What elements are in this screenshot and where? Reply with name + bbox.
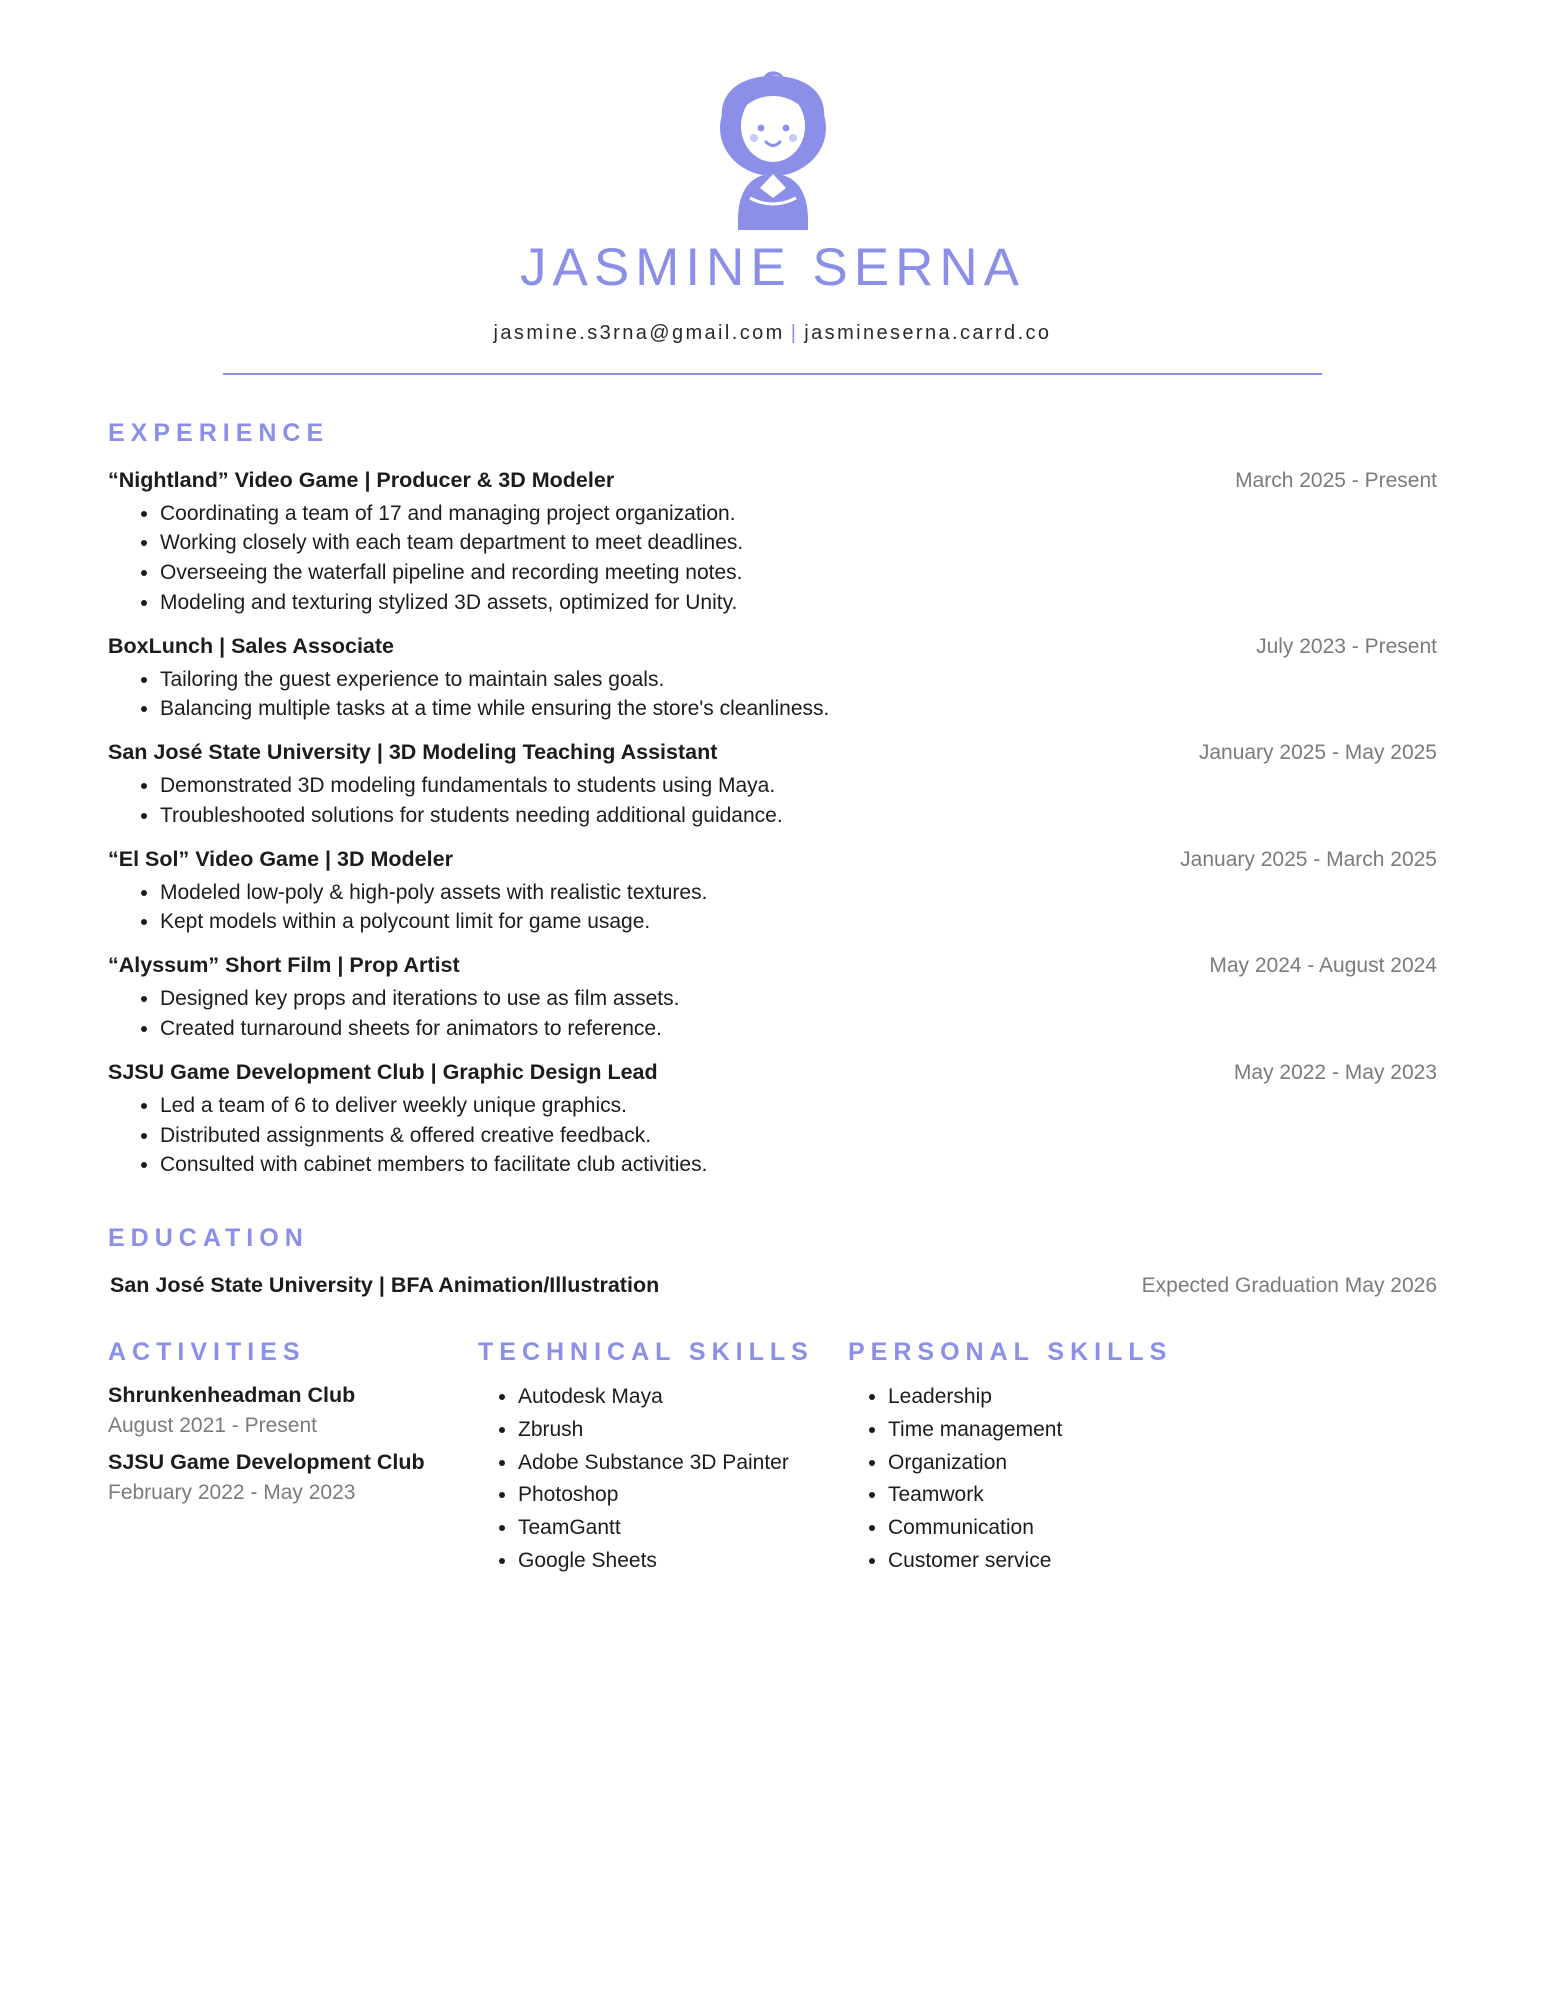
email-text[interactable]: jasmine.s3rna@gmail.com [493, 321, 785, 344]
list-item: • Designed key props and iterations to use as film assets. [160, 985, 1437, 1014]
activities-column [108, 1338, 478, 1580]
avatar [108, 70, 1437, 230]
experience-item-title: BoxLunch | Sales Associate [108, 633, 395, 658]
list-item: • Google Sheets [518, 1547, 848, 1576]
resume-header [108, 70, 1437, 375]
section-title-experience: EXPERIENCE [108, 418, 330, 447]
experience-item-head [108, 847, 1437, 872]
list-item: • Adobe Substance 3D Painter [518, 1449, 848, 1478]
experience-item-title: “El Sol” Video Game | 3D Modeler [108, 846, 453, 871]
list-item: • Modeling and texturing stylized 3D assets, optimized for Unity. [160, 589, 1437, 618]
experience-item-head [108, 634, 1437, 659]
list-item: • Led a team of 6 to deliver weekly unique graphics. [160, 1092, 1437, 1121]
activity-name: SJSU Game Development Club [108, 1450, 425, 1475]
list-item: • Teamwork [888, 1481, 1437, 1510]
list-item: • Photoshop [518, 1481, 848, 1510]
list-item: • Balancing multiple tasks at a time while ensuring the store's cleanliness. [160, 695, 1437, 724]
experience-item-head [108, 740, 1437, 765]
experience-item [108, 1060, 1437, 1180]
list-item: • Distributed assignments & offered creative feedback. [160, 1122, 1437, 1151]
list-item: • Leadership [888, 1383, 1437, 1412]
section-title-education: EDUCATION [108, 1224, 309, 1253]
experience-item-date: May 2024 - August 2024 [1209, 954, 1437, 978]
list-item: • Kept models within a polycount limit for game usage. [160, 908, 1437, 937]
experience-item-date: January 2025 - May 2025 [1198, 741, 1437, 765]
experience-item-date: March 2025 - Present [1235, 468, 1437, 492]
experience-item-date: July 2023 - Present [1256, 634, 1437, 658]
experience-item [108, 468, 1437, 618]
experience-item-bullets [108, 500, 1437, 618]
experience-item-title: San José State University | 3D Modeling Teaching Assistant [108, 740, 718, 765]
education-school: San José State University | BFA Animation/Illustration [110, 1273, 660, 1298]
contact-line [108, 322, 1437, 345]
activity-date: February 2022 - May 2023 [108, 1481, 356, 1505]
list-item: • Coordinating a team of 17 and managing project organization. [160, 500, 1437, 529]
experience-item-head [108, 1060, 1437, 1085]
list-item: • Created turnaround sheets for animators to reference. [160, 1015, 1437, 1044]
experience-item-bullets [108, 666, 1437, 725]
experience-item-bullets [108, 879, 1437, 938]
technical-skills-column [478, 1338, 848, 1580]
list-item: • Autodesk Maya [518, 1383, 848, 1412]
avatar-illustration-icon [698, 70, 848, 230]
experience-item-bullets [108, 985, 1437, 1044]
activity-date: August 2021 - Present [108, 1414, 317, 1438]
experience-item-head [108, 468, 1437, 493]
experience-item-bullets [108, 772, 1437, 831]
experience-item [108, 634, 1437, 725]
experience-item-title: SJSU Game Development Club | Graphic Design Lead [108, 1059, 658, 1084]
experience-item [108, 847, 1437, 938]
list-item: • Overseeing the waterfall pipeline and recording meeting notes. [160, 559, 1437, 588]
list-item: • Troubleshooted solutions for students needing additional guidance. [160, 802, 1437, 831]
bottom-columns [108, 1338, 1437, 1580]
section-title-activities: ACTIVITIES [108, 1338, 306, 1367]
header-divider [223, 373, 1322, 375]
list-item: • Zbrush [518, 1416, 848, 1445]
experience-list [108, 468, 1437, 1180]
section-title-technical-skills: TECHNICAL SKILLS [478, 1338, 814, 1367]
list-item: • Organization [888, 1449, 1437, 1478]
list-item: • Working closely with each team department to meet deadlines. [160, 529, 1437, 558]
list-item: • Consulted with cabinet members to facilitate club activities. [160, 1151, 1437, 1180]
experience-item-title: “Nightland” Video Game | Producer & 3D Modeler [108, 467, 615, 492]
personal-skills-list [848, 1383, 1437, 1576]
experience-item-title: “Alyssum” Short Film | Prop Artist [108, 953, 460, 978]
personal-skills-column [848, 1338, 1437, 1580]
contact-separator: | [790, 321, 799, 344]
experience-item [108, 740, 1437, 831]
section-title-personal-skills: PERSONAL SKILLS [848, 1338, 1173, 1367]
list-item: • TeamGantt [518, 1514, 848, 1543]
list-item: • Customer service [888, 1547, 1437, 1576]
list-item: • Modeled low-poly & high-poly assets with realistic textures. [160, 879, 1437, 908]
list-item: • Demonstrated 3D modeling fundamentals to students using Maya. [160, 772, 1437, 801]
experience-item [108, 953, 1437, 1044]
experience-item-head [108, 953, 1437, 978]
activity-name: Shrunkenheadman Club [108, 1383, 356, 1408]
technical-skills-list [478, 1383, 848, 1576]
experience-item-date: January 2025 - March 2025 [1180, 847, 1437, 871]
list-item: • Tailoring the guest experience to maintain sales goals. [160, 666, 1437, 695]
education-date: Expected Graduation May 2026 [1141, 1274, 1437, 1298]
experience-item-date: May 2022 - May 2023 [1233, 1060, 1437, 1084]
page-title: JASMINE SERNA [519, 238, 1026, 297]
list-item: • Time management [888, 1416, 1437, 1445]
website-link[interactable]: jasmineserna.carrd.co [804, 321, 1052, 344]
education-item [108, 1273, 1437, 1298]
list-item: • Communication [888, 1514, 1437, 1543]
experience-item-bullets [108, 1092, 1437, 1180]
